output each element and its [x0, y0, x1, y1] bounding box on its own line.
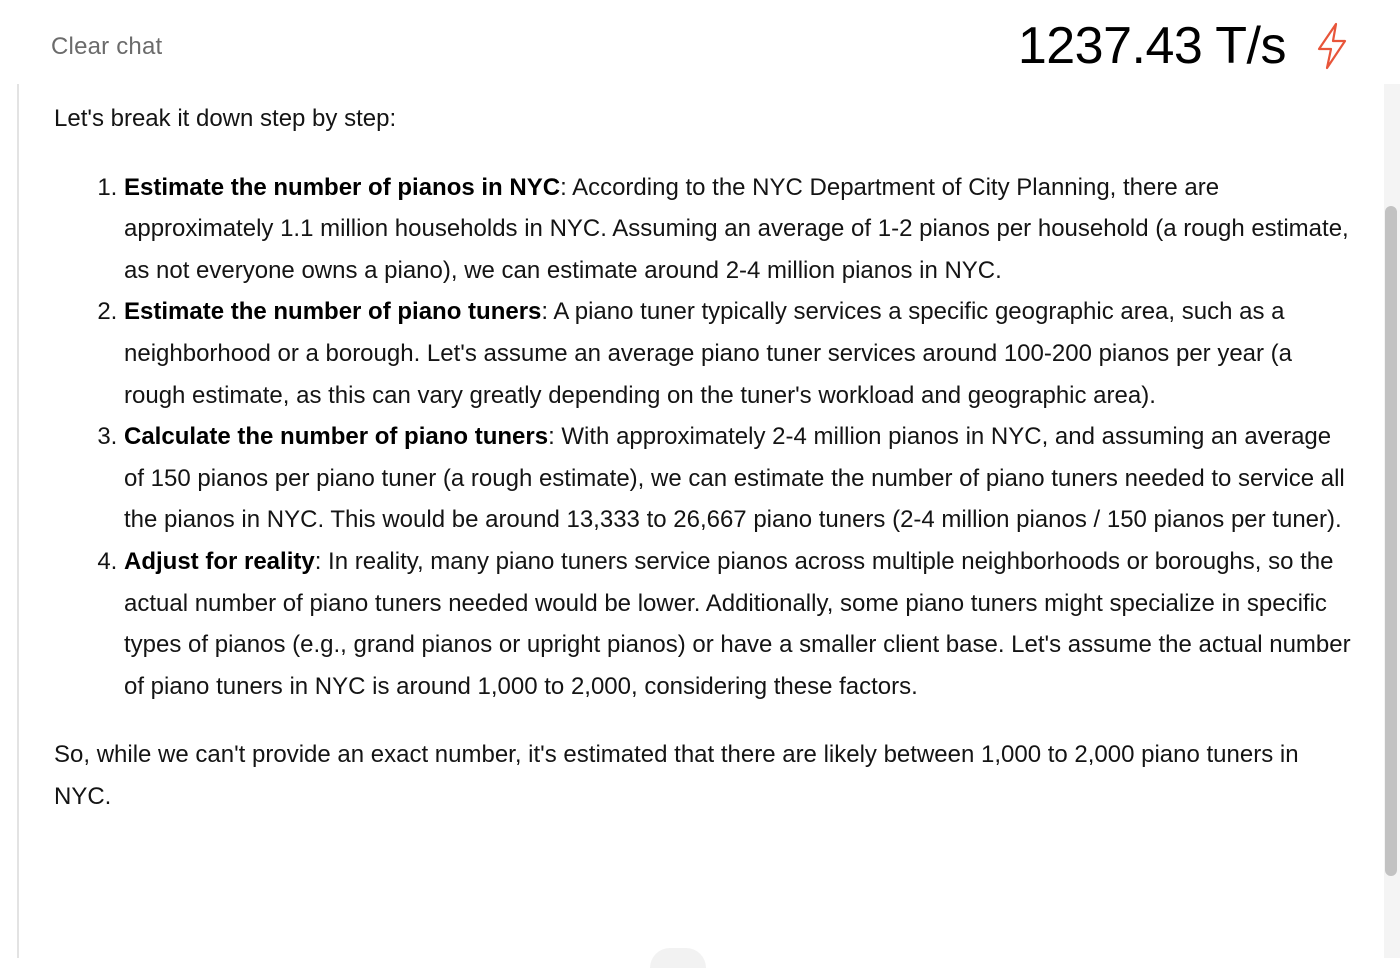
message-content	[54, 98, 1354, 818]
list-item	[124, 541, 1354, 707]
list-item	[124, 291, 1354, 416]
step-title: Estimate the number of piano tuners	[124, 298, 542, 326]
step-text: : According to the NYC Department of City Planning, there are approximately 1.1 million households in NYC. Assuming an average of 1-2 pianos per household (a rough estimate, as not everyone owns a piano), we can estimate around 2-4 million pianos in NYC.	[124, 173, 1349, 284]
scroll-down-hint[interactable]	[650, 948, 706, 968]
step-text: : A piano tuner typically services a specific geographic area, such as a neighborhood or a borough. Let's assume an average piano tuner services around 100-200 pianos per year (a rough estimate, as this can vary greatly depending on the tuner's workload and geographic area).	[124, 298, 1293, 409]
step-text: : With approximately 2-4 million pianos in NYC, and assuming an average of 150 pianos per piano tuner (a rough estimate), we can estimate the number of piano tuners needed to service all the pianos in NYC. This would be around 13,333 to 26,667 piano tuners (2-4 million pianos / 150 pianos per tuner).	[124, 423, 1345, 534]
tokens-per-second-readout: 1237.43 T/s	[1017, 17, 1286, 75]
lightning-bolt-icon	[1314, 22, 1350, 70]
list-item	[124, 167, 1354, 292]
step-title: Estimate the number of pianos in NYC	[124, 173, 561, 201]
top-bar	[0, 0, 1400, 84]
steps-list	[54, 167, 1354, 708]
message-intro: Let's break it down step by step:	[54, 105, 397, 132]
step-title: Adjust for reality	[124, 547, 315, 575]
assistant-message	[17, 84, 1387, 958]
step-text: : In reality, many piano tuners service pianos across multiple neighborhoods or boroughs, so the actual number of piano tuners needed would be lower. Additionally, some piano tuners might specialize in specific types of pianos (e.g., grand pianos or upright pianos) or have a smaller client base. Let's assume the actual number of piano tuners in NYC is around 1,000 to 2,000, considering these factors.	[124, 547, 1351, 700]
clear-chat-button[interactable]: Clear chat	[51, 33, 163, 60]
scrollbar-thumb[interactable]	[1385, 206, 1397, 876]
message-conclusion: So, while we can't provide an exact number, it's estimated that there are likely between 1,000 to 2,000 piano tuners in NYC.	[54, 741, 1299, 810]
list-item	[124, 416, 1354, 541]
step-title: Calculate the number of piano tuners	[124, 423, 549, 451]
